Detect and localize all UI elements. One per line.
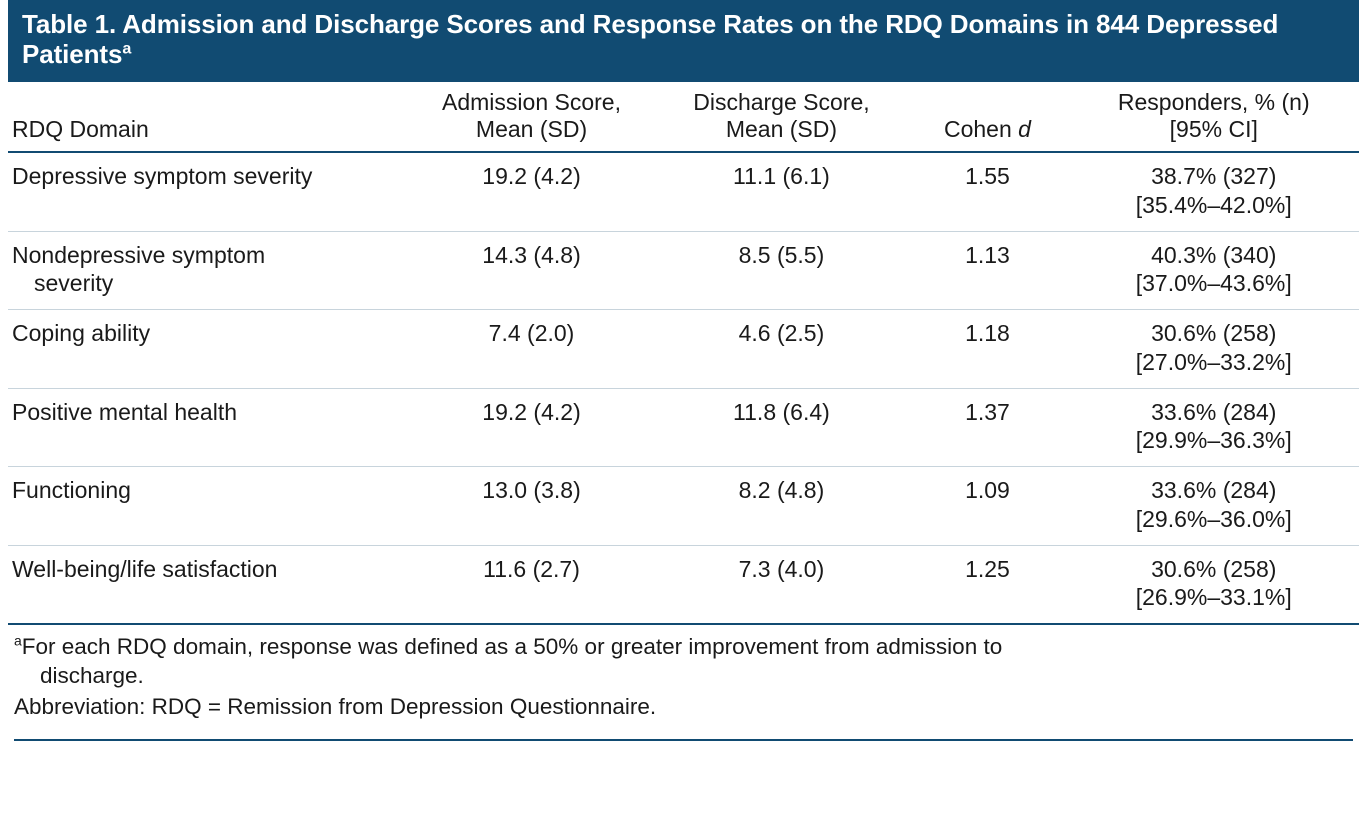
cell-domain-line1: Coping ability [12,320,151,346]
column-header-cohen-d [906,82,1068,152]
footnote-a-marker: a [14,632,22,649]
cell-domain [8,545,407,623]
column-header-discharge [656,82,906,152]
cell-discharge: 4.6 (2.5) [656,310,906,389]
table-title-line1: Table 1. Admission and Discharge Scores and Response Rates on the RDQ Domains [22,9,1059,39]
footnote-a-line1: For each RDQ domain, response was defined as a 50% or greater improvement from admission to [21,634,1003,659]
table-row [8,310,1359,389]
cell-responders-value: 33.6% (284) [1151,477,1277,503]
cell-responders-ci: [29.6%–36.0%] [1135,505,1292,532]
cell-discharge: 7.3 (4.0) [738,555,825,582]
cell-responders-ci: [26.9%–33.1%] [1135,584,1292,611]
cell-responders-value: 30.6% (258) [1151,555,1277,582]
column-header-admission [407,82,657,152]
cell-domain [8,467,407,546]
cell-responders-value: 38.7% (327) [1151,163,1277,189]
cell-domain-line1: Positive mental health [12,398,238,425]
cell-admission: 14.3 (4.8) [407,231,657,310]
cell-responders [1069,388,1360,467]
cell-domain-line1: Nondepressive symptom [12,241,266,268]
cell-responders [1069,231,1360,310]
cell-responders-ci: [27.0%–33.2%] [1135,348,1292,375]
cell-responders [1069,467,1360,546]
cell-responders-ci: [37.0%–43.6%] [1135,270,1292,297]
cell-discharge: 11.8 (6.4) [656,388,906,467]
cell-cohen-d: 1.18 [906,310,1068,389]
table-title [8,0,1359,82]
column-header-responders-line1: Responders, % (n) [1117,88,1310,115]
cell-responders [1069,152,1360,231]
cell-cohen-d: 1.09 [906,467,1068,546]
cell-cohen-d: 1.13 [906,231,1068,310]
cell-responders-value: 40.3% (340) [1151,241,1277,268]
cell-domain-line1: Functioning [12,477,131,503]
column-header-discharge-line1: Discharge Score, [693,88,870,115]
cell-responders-value: 33.6% (284) [1151,398,1277,425]
cell-admission: 19.2 (4.2) [407,152,657,231]
table-row [8,467,1359,546]
column-header-domain-label: RDQ Domain [12,116,149,143]
cell-admission: 7.4 (2.0) [407,310,657,389]
column-header-domain [8,82,407,152]
cell-admission: 19.2 (4.2) [407,388,657,467]
cell-discharge: 8.2 (4.8) [656,467,906,546]
table-row [8,545,1359,623]
cell-discharge: 8.5 (5.5) [656,231,906,310]
cell-admission: 13.0 (3.8) [407,467,657,546]
table-title-line2: in 844 Depressed Patients [22,9,1279,70]
table-title-footnote-marker: a [122,39,132,58]
cell-domain [8,152,407,231]
table-bottom-rule [14,739,1353,741]
cell-responders-ci: [29.9%–36.3%] [1135,427,1292,454]
cell-domain-line1: Well-being/life satisfaction [12,555,278,582]
data-table [8,82,1359,623]
column-header-responders [1069,82,1360,152]
cell-domain-line2: severity [34,270,114,297]
cell-domain [8,388,407,467]
cell-admission: 11.6 (2.7) [483,555,580,582]
footnote-abbreviation: Abbreviation: RDQ = Remission from Depression Questionnaire. [14,694,657,720]
cell-cohen-d: 1.55 [906,152,1068,231]
footnotes [8,623,1359,731]
cell-responders-value: 30.6% (258) [1151,320,1277,346]
table-row [8,231,1359,310]
cell-responders [1069,310,1360,389]
column-header-admission-line1: Admission Score, [442,88,621,115]
column-header-cohen-symbol: d [1018,116,1031,143]
footnote-a [14,633,1353,690]
table-header [8,82,1359,152]
cell-domain [8,310,407,389]
cell-discharge: 11.1 (6.1) [656,152,906,231]
cell-responders [1069,545,1360,623]
cell-responders-ci: [35.4%–42.0%] [1135,191,1292,218]
table-body [8,152,1359,623]
cell-cohen-d: 1.37 [906,388,1068,467]
table-row [8,388,1359,467]
table-row [8,152,1359,231]
column-header-admission-line2: Mean (SD) [475,116,588,143]
cell-cohen-d: 1.25 [965,555,1010,582]
column-header-cohen-prefix: Cohen [943,116,1019,143]
column-header-discharge-line2: Mean (SD) [725,116,838,143]
column-header-responders-line2: [95% CI] [1169,116,1258,143]
footnote-a-line2: discharge. [40,662,144,688]
cell-domain [8,231,407,310]
cell-domain-line1: Depressive symptom severity [12,163,313,189]
